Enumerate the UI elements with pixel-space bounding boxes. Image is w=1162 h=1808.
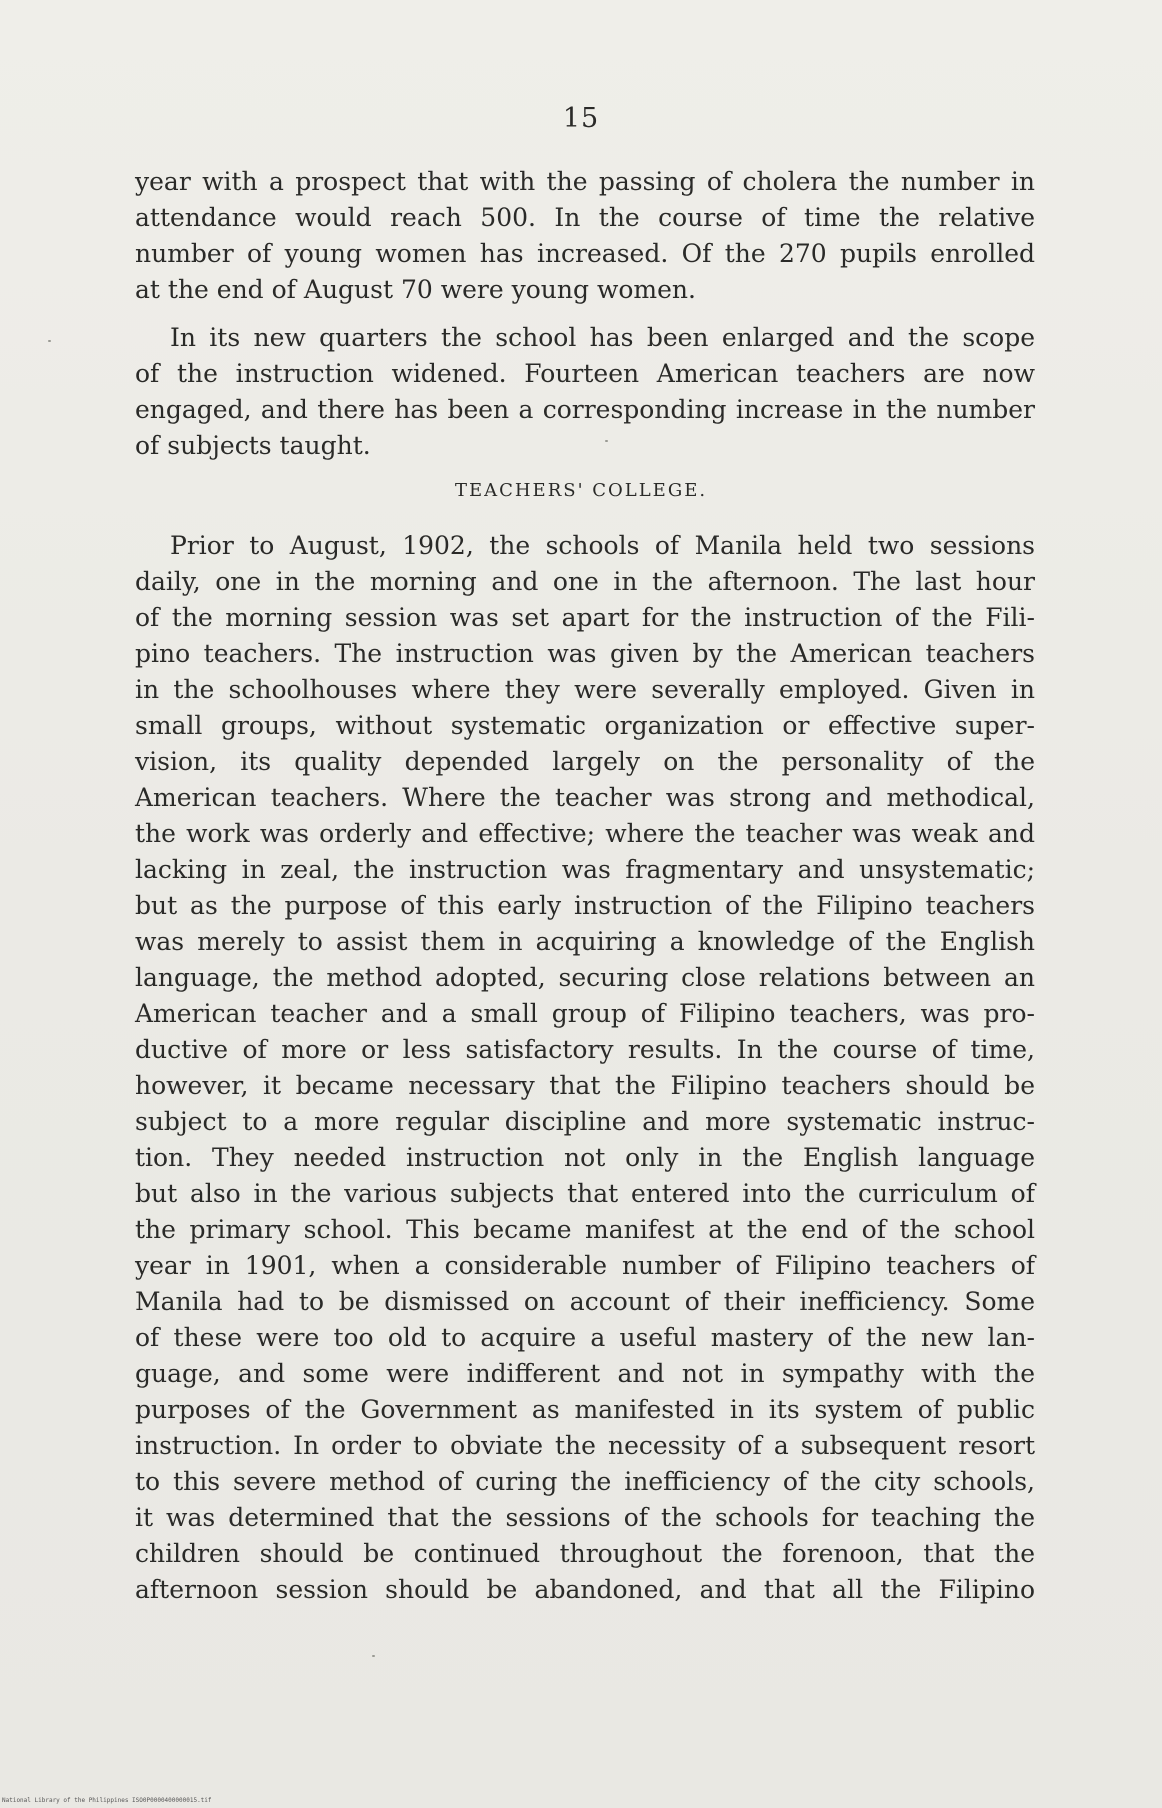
scan-speck [372, 1655, 375, 1657]
text-line: subject to a more regular discipline and more systematic instruc- [135, 1107, 1035, 1136]
text-line: attendance would reach 500. In the course of time the relative [135, 203, 1035, 232]
text-line: American teachers. Where the teacher was strong and methodical, [135, 783, 1035, 812]
text-line: of the morning session was set apart for the instruction of the Fili- [135, 603, 1035, 632]
text-line: tion. They needed instruction not only in the English language [135, 1143, 1035, 1172]
text-line: of these were too old to acquire a useful mastery of the new lan- [135, 1323, 1035, 1352]
text-line: Prior to August, 1902, the schools of Manila held two sessions [170, 531, 1035, 560]
text-line: vision, its quality depended largely on the personality of the [135, 747, 1035, 776]
text-line: lacking in zeal, the instruction was fragmentary and unsystematic; [135, 855, 1035, 884]
text-line: but also in the various subjects that entered into the curriculum of [135, 1179, 1035, 1208]
scan-speck [605, 440, 608, 442]
text-line: the work was orderly and effective; where the teacher was weak and [135, 819, 1035, 848]
text-line: however, it became necessary that the Filipino teachers should be [135, 1071, 1035, 1100]
text-line: year in 1901, when a considerable number of Filipino teachers of [135, 1251, 1035, 1280]
section-heading: TEACHERS' COLLEGE. [454, 480, 708, 501]
text-line: language, the method adopted, securing close relations between an [135, 963, 1035, 992]
scan-footer: National Library of the Philippines ISO0P0000400000015.tif [2, 1797, 212, 1804]
text-line: was merely to assist them in acquiring a knowledge of the English [135, 927, 1035, 956]
text-line: guage, and some were indifferent and not in sympathy with the [135, 1359, 1035, 1388]
text-line: small groups, without systematic organization or effective super- [135, 711, 1035, 740]
text-line: year with a prospect that with the passing of cholera the number in [135, 167, 1035, 196]
text-line: afternoon session should be abandoned, and that all the Filipino [135, 1575, 1035, 1604]
text-line: but as the purpose of this early instruction of the Filipino teachers [135, 891, 1035, 920]
text-line: Manila had to be dismissed on account of their inefficiency. Some [135, 1287, 1035, 1316]
text-line: ductive of more or less satisfactory results. In the course of time, [135, 1035, 1035, 1064]
text-line: engaged, and there has been a corresponding increase in the number [135, 395, 1035, 424]
text-line: purposes of the Government as manifested in its system of public [135, 1395, 1035, 1424]
page-number: 15 [562, 103, 600, 134]
text-line: number of young women has increased. Of the 270 pupils enrolled [135, 239, 1035, 268]
text-line: of subjects taught. [135, 431, 371, 460]
text-line: at the end of August 70 were young women. [135, 275, 696, 304]
text-line: to this severe method of curing the inefficiency of the city schools, [135, 1467, 1035, 1496]
text-line: In its new quarters the school has been enlarged and the scope [170, 323, 1035, 352]
text-line: pino teachers. The instruction was given by the American teachers [135, 639, 1035, 668]
text-line: the primary school. This became manifest at the end of the school [135, 1215, 1035, 1244]
text-line: in the schoolhouses where they were severally employed. Given in [135, 675, 1035, 704]
text-line: of the instruction widened. Fourteen American teachers are now [135, 359, 1035, 388]
scan-speck [48, 340, 51, 342]
text-line: daily, one in the morning and one in the afternoon. The last hour [135, 567, 1035, 596]
text-line: it was determined that the sessions of the schools for teaching the [135, 1503, 1035, 1532]
text-line: American teacher and a small group of Filipino teachers, was pro- [135, 999, 1035, 1028]
text-line: children should be continued throughout the forenoon, that the [135, 1539, 1035, 1568]
text-line: instruction. In order to obviate the necessity of a subsequent resort [135, 1431, 1035, 1460]
